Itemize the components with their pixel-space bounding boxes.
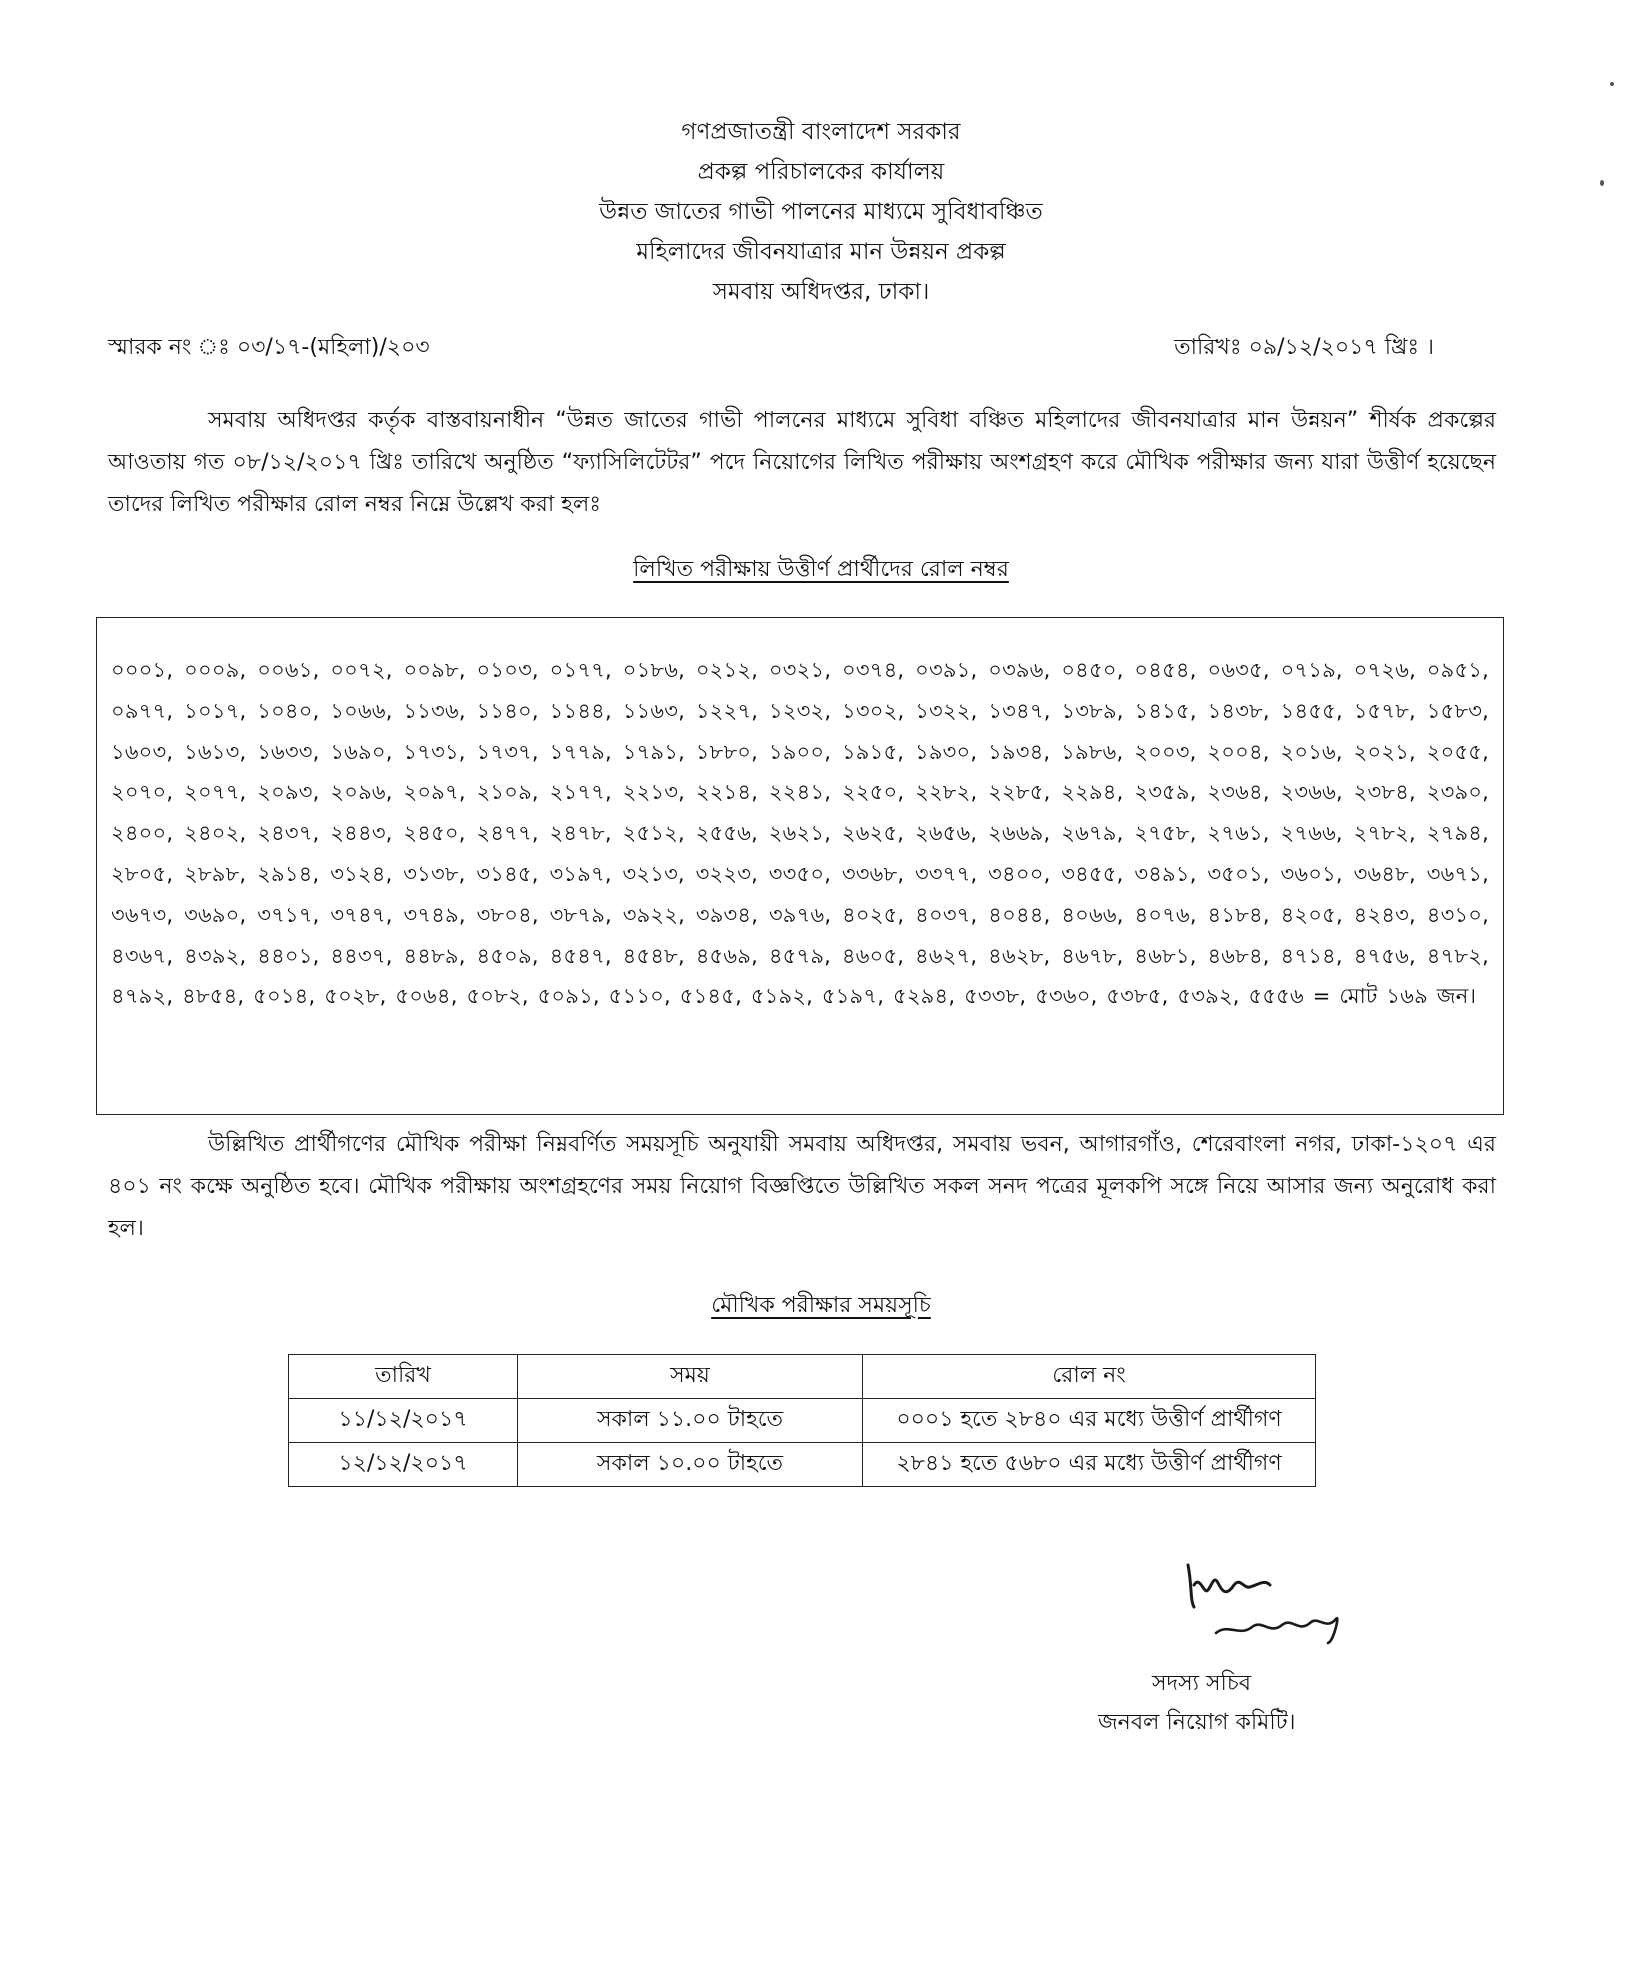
schedule-cell-time: সকাল ১১.০০ টাহতে: [518, 1399, 863, 1443]
letterhead-government: গণপ্রজাতন্ত্রী বাংলাদেশ সরকার: [681, 119, 961, 145]
schedule-header-time: সময়: [518, 1355, 863, 1399]
roll-numbers-box: [96, 617, 1504, 1115]
roll-section-title-text: লিখিত পরীক্ষায় উত্তীর্ণ প্রার্থীদের রোল নম্বর: [633, 557, 1009, 582]
schedule-cell-roll: ০০০১ হতে ২৮৪০ এর মধ্যে উত্তীর্ণ প্রার্থীগণ: [863, 1399, 1316, 1443]
table-row: [289, 1443, 1316, 1487]
schedule-header-roll: রোল নং: [863, 1355, 1316, 1399]
roll-section-title: [0, 552, 1642, 589]
schedule-header-row: [289, 1355, 1316, 1399]
letterhead-department: সমবায় অধিদপ্তর, ঢাকা।: [712, 279, 930, 305]
letterhead: [0, 112, 1642, 312]
schedule-table: [288, 1354, 1316, 1487]
schedule-cell-date: ১২/১২/২০১৭: [289, 1443, 518, 1487]
signatory-committee: জনবল নিয়োগ কমিটি।: [1098, 1710, 1296, 1735]
letterhead-project-line2: মহিলাদের জীবনযাত্রার মান উন্নয়ন প্রকল্প: [636, 239, 1006, 265]
roll-numbers-list: ০০০১, ০০০৯, ০০৬১, ০০৭২, ০০৯৮, ০১০৩, ০১৭৭, ০১৮৬, ০২১২, ০৩২১, ০৩৭৪, ০৩৯১, ০৩৯৬, ০৪৫০, ০৪৫৪, ০৬৩৫, ০৭১৯, ০৭২৬, ০৯৫১, ০৯৭৭, ১০১৭, ১০৪০, ১০৬৬, ১১৩৬, ১১৪০, ১১৪৪, ১১৬৩, ১২২৭, ১২৩২, ১৩০২, ১৩২২, ১৩৪৭, ১৩৮৯, ১৪১৫, ১৪৩৮, ১৪৫৫, ১৫৭৮, ১৫৮৩, ১৬০৩, ১৬১৩, ১৬৩৩, ১৬৯০, ১৭৩১, ১৭৩৭, ১৭৭৯, ১৭৯১, ১৮৮০, ১৯০০, ১৯১৫, ১৯৩০, ১৯৩৪, ১৯৮৬, ২০০৩, ২০০৪, ২০১৬, ২০২১, ২০৫৫, ২০৭০, ২০৭৭, ২০৯৩, ২০৯৬, ২০৯৭, ২১০৯, ২১৭৭, ২২১৩, ২২১৪, ২২৪১, ২২৫০, ২২৮২, ২২৮৫, ২২৯৪, ২৩৫৯, ২৩৬৪, ২৩৬৬, ২৩৮৪, ২৩৯০, ২৪০০, ২৪০২, ২৪৩৭, ২৪৪৩, ২৪৫০, ২৪৭৭, ২৪৭৮, ২৫১২, ২৫৫৬, ২৬২১, ২৬২৫, ২৬৫৬, ২৬৬৯, ২৬৭৯, ২৭৫৮, ২৭৬১, ২৭৬৬, ২৭৮২, ২৭৯৪, ২৮০৫, ২৮৯৮, ২৯১৪, ৩১২৪, ৩১৩৮, ৩১৪৫, ৩১৯৭, ৩২১৩, ৩২২৩, ৩৩৫০, ৩৩৬৮, ৩৩৭৭, ৩৪০০, ৩৪৫৫, ৩৪৯১, ৩৫০১, ৩৬০১, ৩৬৪৮, ৩৬৭১, ৩৬৭৩, ৩৬৯০, ৩৭১৭, ৩৭৪৭, ৩৭৪৯, ৩৮০৪, ৩৮৭৯, ৩৯২২, ৩৯৩৪, ৩৯৭৬, ৪০২৫, ৪০৩৭, ৪০৪৪, ৪০৬৬, ৪০৭৬, ৪১৮৪, ৪২০৫, ৪২৪৩, ৪৩১০, ৪৩৬৭, ৪৩৯২, ৪৪০১, ৪৪৩৭, ৪৪৮৯, ৪৫০৯, ৪৫৪৭, ৪৫৪৮, ৪৫৬৯, ৪৫৭৯, ৪৬০৫, ৪৬২৭, ৪৬২৮, ৪৬৭৮, ৪৬৮১, ৪৬৮৪, ৪৭১৪, ৪৭৫৬, ৪৭৮২, ৪৭৯২, ৪৮৫৪, ৫০১৪, ৫০২৮, ৫০৬৪, ৫০৮২, ৫০৯১, ৫১১০, ৫১৪৫, ৫১৯২, ৫১৯৭, ৫২৯৪, ৫৩৩৮, ৫৩৬০, ৫৩৮৫, ৫৩৯২, ৫৫৫৬ = মোট ১৬৯ জন।: [111, 658, 1489, 1009]
schedule-header-date: তারিখ: [289, 1355, 518, 1399]
followup-paragraph: উল্লিখিত প্রার্থীগণের মৌখিক পরীক্ষা নিম্নবর্ণিত সময়সূচি অনুযায়ী সমবায় অধিদপ্তর, সমবায় ভবন, আগারগাঁও, শেরেবাংলা নগর, ঢাকা-১২০৭ এর ৪০১ নং কক্ষে অনুষ্ঠিত হবে। মৌখিক পরীক্ষায় অংশগ্রহণের সময় নিয়োগ বিজ্ঞপ্তিতে উল্লিখিত সকল সনদ পত্রের মূলকপি সঙ্গে নিয়ে আসার জন্য অনুরোধ করা হল।: [108, 1132, 1496, 1241]
schedule-cell-time: সকাল ১০.০০ টাহতে: [518, 1443, 863, 1487]
signatory-title: সদস্য সচিব: [1152, 1671, 1251, 1696]
letterhead-project-line1: উন্নত জাতের গাভী পালনের মাধ্যমে সুবিধাবঞ্চিত: [599, 199, 1043, 225]
schedule-title-text: মৌখিক পরীক্ষার সময়সূচি: [711, 1293, 931, 1318]
table-row: [289, 1399, 1316, 1443]
schedule-cell-roll: ২৮৪১ হতে ৫৬৮০ এর মধ্যে উত্তীর্ণ প্রার্থীগণ: [863, 1443, 1316, 1487]
letterhead-office: প্রকল্প পরিচালকের কার্যালয়: [697, 159, 945, 185]
handwritten-signature: [1178, 1545, 1378, 1645]
intro-paragraph: সমবায় অধিদপ্তর কর্তৃক বাস্তবায়নাধীন “উন্নত জাতের গাভী পালনের মাধ্যমে সুবিধা বঞ্চিত মহিলাদের জীবনযাত্রার মান উন্নয়ন” শীর্ষক প্রকল্পের আওতায় গত ০৮/১২/২০১৭ খ্রিঃ তারিখে অনুষ্ঠিত “ফ্যাসিলিটেটর” পদে নিয়োগের লিখিত পরীক্ষায় অংশগ্রহণ করে মৌখিক পরীক্ষার জন্য যারা উত্তীর্ণ হয়েছেন তাদের লিখিত পরীক্ষার রোল নম্বর নিম্নে উল্লেখ করা হলঃ: [108, 408, 1496, 517]
scan-speck: [1610, 82, 1614, 86]
memo-number: স্মারক নং ঃ ০৩/১৭-(মহিলা)/২০৩: [108, 335, 430, 360]
schedule-cell-date: ১১/১২/২০১৭: [289, 1399, 518, 1443]
schedule-title: [0, 1288, 1642, 1325]
memo-date: তারিখঃ ০৯/১২/২০১৭ খ্রিঃ ।: [1174, 335, 1434, 360]
scan-speck: [1600, 180, 1604, 186]
